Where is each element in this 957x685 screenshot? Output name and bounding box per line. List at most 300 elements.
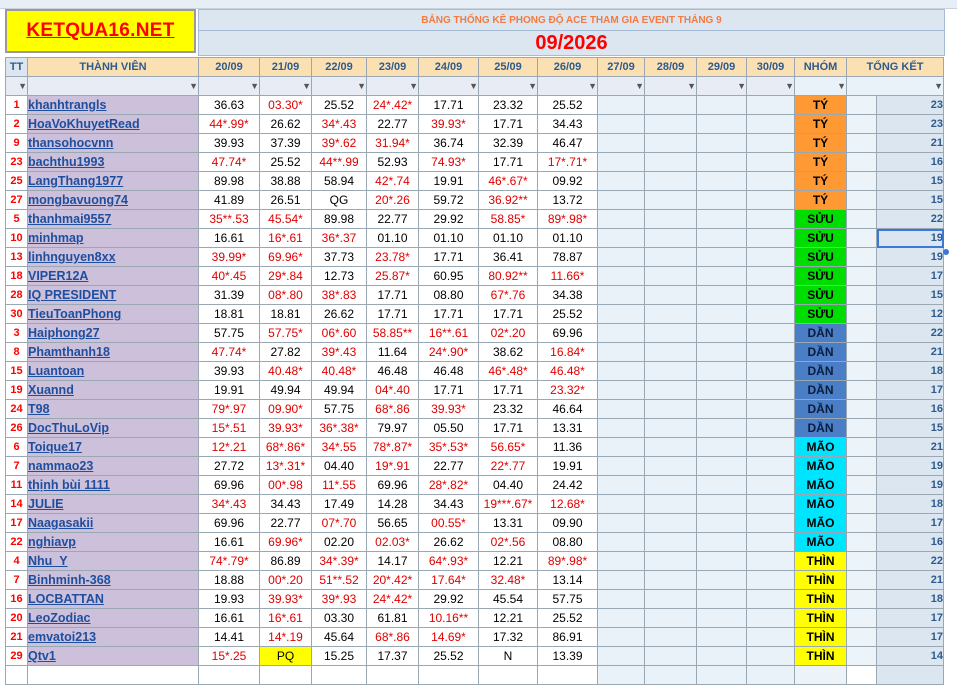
- score-cell[interactable]: 57.75: [199, 324, 260, 343]
- score-cell[interactable]: 29.92: [419, 590, 479, 609]
- total-cell[interactable]: 21: [877, 438, 944, 457]
- empty-cell[interactable]: [747, 343, 795, 362]
- score-cell[interactable]: 41.89: [199, 191, 260, 210]
- score-cell[interactable]: 86.89: [260, 552, 312, 571]
- empty-cell[interactable]: [645, 286, 697, 305]
- score-cell[interactable]: 38.62: [479, 343, 538, 362]
- score-cell[interactable]: 25.52: [419, 647, 479, 666]
- score-cell[interactable]: 12*.21: [199, 438, 260, 457]
- score-cell[interactable]: 36.92**: [479, 191, 538, 210]
- score-cell[interactable]: 56.65: [367, 514, 419, 533]
- member-link[interactable]: bachthu1993: [28, 153, 199, 172]
- score-cell[interactable]: 25.52: [538, 96, 598, 115]
- empty-cell[interactable]: [697, 191, 747, 210]
- empty-cell[interactable]: [747, 552, 795, 571]
- score-cell[interactable]: 34*.43: [312, 115, 367, 134]
- empty-cell[interactable]: [598, 400, 645, 419]
- empty-cell[interactable]: [747, 229, 795, 248]
- score-cell[interactable]: 57.75*: [260, 324, 312, 343]
- empty-cell[interactable]: [645, 495, 697, 514]
- score-cell[interactable]: 39.93*: [419, 115, 479, 134]
- filter-dropdown-icon[interactable]: ▼: [697, 77, 747, 96]
- filter-dropdown-icon[interactable]: ▼: [312, 77, 367, 96]
- member-link[interactable]: JULIE: [28, 495, 199, 514]
- score-cell[interactable]: PQ: [260, 647, 312, 666]
- filter-dropdown-icon[interactable]: ▼: [419, 77, 479, 96]
- score-cell[interactable]: 69.96*: [260, 248, 312, 267]
- empty-cell[interactable]: [697, 514, 747, 533]
- score-cell[interactable]: 51**.52: [312, 571, 367, 590]
- score-cell[interactable]: 36.41: [479, 248, 538, 267]
- empty-cell[interactable]: [697, 267, 747, 286]
- total-cell[interactable]: 18: [877, 590, 944, 609]
- score-cell[interactable]: 39*.62: [312, 134, 367, 153]
- filter-dropdown-icon[interactable]: ▼: [260, 77, 312, 96]
- empty-cell[interactable]: [645, 571, 697, 590]
- score-cell[interactable]: 34*.39*: [312, 552, 367, 571]
- score-cell[interactable]: 17.37: [367, 647, 419, 666]
- empty-cell[interactable]: [645, 400, 697, 419]
- score-cell[interactable]: 35**.53: [199, 210, 260, 229]
- filter-dropdown-icon[interactable]: ▼: [747, 77, 795, 96]
- empty-cell[interactable]: [598, 590, 645, 609]
- member-link[interactable]: Binhminh-368: [28, 571, 199, 590]
- selection-handle[interactable]: [943, 249, 949, 255]
- score-cell[interactable]: QG: [312, 191, 367, 210]
- score-cell[interactable]: 14.28: [367, 495, 419, 514]
- empty-cell[interactable]: [697, 305, 747, 324]
- score-cell[interactable]: 26.62: [312, 305, 367, 324]
- score-cell[interactable]: 16**.61: [419, 324, 479, 343]
- empty-cell[interactable]: [598, 552, 645, 571]
- empty-cell[interactable]: [697, 590, 747, 609]
- total-cell[interactable]: 17: [877, 609, 944, 628]
- score-cell[interactable]: 17.71: [479, 115, 538, 134]
- empty-cell[interactable]: [598, 514, 645, 533]
- score-cell[interactable]: 74.93*: [419, 153, 479, 172]
- filter-dropdown-icon[interactable]: ▼: [598, 77, 645, 96]
- score-cell[interactable]: 39.93*: [260, 419, 312, 438]
- empty-cell[interactable]: [697, 153, 747, 172]
- total-cell[interactable]: 19: [877, 229, 944, 248]
- score-cell[interactable]: 14.17: [367, 552, 419, 571]
- score-cell[interactable]: 16.61: [199, 609, 260, 628]
- empty-cell[interactable]: [747, 438, 795, 457]
- total-cell[interactable]: 22: [877, 324, 944, 343]
- empty-cell[interactable]: [747, 400, 795, 419]
- score-cell[interactable]: 35*.53*: [419, 438, 479, 457]
- score-cell[interactable]: 00*.98: [260, 476, 312, 495]
- total-cell[interactable]: 19: [877, 248, 944, 267]
- score-cell[interactable]: 24*.90*: [419, 343, 479, 362]
- site-logo-text[interactable]: KETQUA16.NET: [26, 20, 175, 41]
- score-cell[interactable]: 68*.86: [367, 628, 419, 647]
- empty-cell[interactable]: [645, 172, 697, 191]
- score-cell[interactable]: 23.32: [479, 96, 538, 115]
- empty-cell[interactable]: [598, 248, 645, 267]
- score-cell[interactable]: 10.16**: [419, 609, 479, 628]
- empty-cell[interactable]: [645, 628, 697, 647]
- score-cell[interactable]: 17.71: [479, 305, 538, 324]
- member-link[interactable]: Nhu_Y: [28, 552, 199, 571]
- member-link[interactable]: nammao23: [28, 457, 199, 476]
- total-cell[interactable]: 15: [877, 172, 944, 191]
- total-cell[interactable]: 18: [877, 362, 944, 381]
- empty-cell[interactable]: [747, 476, 795, 495]
- empty-cell[interactable]: [697, 438, 747, 457]
- score-cell[interactable]: 44**.99: [312, 153, 367, 172]
- empty-cell[interactable]: [697, 419, 747, 438]
- score-cell[interactable]: 01.10: [367, 229, 419, 248]
- score-cell[interactable]: 34*.55: [312, 438, 367, 457]
- total-cell[interactable]: 23: [877, 115, 944, 134]
- filter-dropdown-icon[interactable]: ▼: [479, 77, 538, 96]
- filter-dropdown-icon[interactable]: ▼: [538, 77, 598, 96]
- empty-cell[interactable]: [598, 571, 645, 590]
- empty-cell[interactable]: [697, 609, 747, 628]
- score-cell[interactable]: 16*.61: [260, 609, 312, 628]
- empty-cell[interactable]: [747, 324, 795, 343]
- score-cell[interactable]: 37.39: [260, 134, 312, 153]
- member-link[interactable]: Luantoan: [28, 362, 199, 381]
- score-cell[interactable]: 69.96: [199, 514, 260, 533]
- empty-cell[interactable]: [598, 286, 645, 305]
- score-cell[interactable]: 19.91: [538, 457, 598, 476]
- empty-cell[interactable]: [747, 153, 795, 172]
- empty-cell[interactable]: [747, 210, 795, 229]
- score-cell[interactable]: 01.10: [538, 229, 598, 248]
- empty-cell[interactable]: [697, 248, 747, 267]
- empty-cell[interactable]: [747, 495, 795, 514]
- score-cell[interactable]: 17.71: [419, 248, 479, 267]
- score-cell[interactable]: 40*.45: [199, 267, 260, 286]
- score-cell[interactable]: 08.80: [538, 533, 598, 552]
- empty-cell[interactable]: [645, 210, 697, 229]
- filter-dropdown-icon[interactable]: ▼: [6, 77, 28, 96]
- score-cell[interactable]: 09.90: [538, 514, 598, 533]
- score-cell[interactable]: 69.96*: [260, 533, 312, 552]
- score-cell[interactable]: 19.91: [199, 381, 260, 400]
- empty-cell[interactable]: [598, 647, 645, 666]
- score-cell[interactable]: 12.21: [479, 609, 538, 628]
- score-cell[interactable]: 13.39: [538, 647, 598, 666]
- score-cell[interactable]: 29.92: [419, 210, 479, 229]
- score-cell[interactable]: 02.20: [312, 533, 367, 552]
- empty-cell[interactable]: [598, 115, 645, 134]
- empty-cell[interactable]: [747, 172, 795, 191]
- score-cell[interactable]: 89.98: [312, 210, 367, 229]
- empty-cell[interactable]: [645, 248, 697, 267]
- score-cell[interactable]: 37.73: [312, 248, 367, 267]
- empty-cell[interactable]: [645, 134, 697, 153]
- filter-dropdown-icon[interactable]: ▼: [645, 77, 697, 96]
- total-cell[interactable]: 21: [877, 571, 944, 590]
- score-cell[interactable]: 39.93: [199, 134, 260, 153]
- score-cell[interactable]: 69.96: [538, 324, 598, 343]
- empty-cell[interactable]: [697, 476, 747, 495]
- score-cell[interactable]: 45.54: [479, 590, 538, 609]
- score-cell[interactable]: 79.97: [367, 419, 419, 438]
- score-cell[interactable]: 22.77: [260, 514, 312, 533]
- score-cell[interactable]: 74*.79*: [199, 552, 260, 571]
- score-cell[interactable]: 17.71: [479, 381, 538, 400]
- total-cell[interactable]: 18: [877, 495, 944, 514]
- member-link[interactable]: mongbavuong74: [28, 191, 199, 210]
- score-cell[interactable]: 11.66*: [538, 267, 598, 286]
- member-link[interactable]: IQ PRESIDENT: [28, 286, 199, 305]
- score-cell[interactable]: 17.71: [367, 286, 419, 305]
- empty-cell[interactable]: [598, 457, 645, 476]
- filter-dropdown-icon[interactable]: ▼: [28, 77, 199, 96]
- score-cell[interactable]: 23.32*: [538, 381, 598, 400]
- total-cell[interactable]: 17: [877, 628, 944, 647]
- empty-cell[interactable]: [747, 248, 795, 267]
- score-cell[interactable]: 34.43: [538, 115, 598, 134]
- total-cell[interactable]: 16: [877, 153, 944, 172]
- score-cell[interactable]: 69.96: [367, 476, 419, 495]
- score-cell[interactable]: 25.52: [260, 153, 312, 172]
- score-cell[interactable]: 01.10: [419, 229, 479, 248]
- empty-cell[interactable]: [697, 552, 747, 571]
- score-cell[interactable]: 18.81: [199, 305, 260, 324]
- empty-cell[interactable]: [747, 514, 795, 533]
- empty-cell[interactable]: [747, 96, 795, 115]
- score-cell[interactable]: 49.94: [312, 381, 367, 400]
- score-cell[interactable]: 17.71: [479, 153, 538, 172]
- score-cell[interactable]: 49.94: [260, 381, 312, 400]
- empty-cell[interactable]: [598, 609, 645, 628]
- score-cell[interactable]: 46.47: [538, 134, 598, 153]
- empty-cell[interactable]: [598, 476, 645, 495]
- empty-cell[interactable]: [598, 191, 645, 210]
- score-cell[interactable]: 18.81: [260, 305, 312, 324]
- member-link[interactable]: thansohocvnn: [28, 134, 199, 153]
- score-cell[interactable]: 22.77: [419, 457, 479, 476]
- member-link[interactable]: minhmap: [28, 229, 199, 248]
- empty-cell[interactable]: [645, 552, 697, 571]
- total-cell[interactable]: 15: [877, 286, 944, 305]
- score-cell[interactable]: 20*.26: [367, 191, 419, 210]
- empty-cell[interactable]: [645, 305, 697, 324]
- member-link[interactable]: linhnguyen8xx: [28, 248, 199, 267]
- empty-cell[interactable]: [645, 153, 697, 172]
- score-cell[interactable]: 42*.74: [367, 172, 419, 191]
- empty-cell[interactable]: [598, 134, 645, 153]
- score-cell[interactable]: 36.63: [199, 96, 260, 115]
- empty-cell[interactable]: [598, 381, 645, 400]
- score-cell[interactable]: 16.61: [199, 533, 260, 552]
- score-cell[interactable]: 39.93*: [419, 400, 479, 419]
- score-cell[interactable]: 20*.42*: [367, 571, 419, 590]
- total-cell[interactable]: 15: [877, 191, 944, 210]
- score-cell[interactable]: 89*.98*: [538, 552, 598, 571]
- total-cell[interactable]: 21: [877, 134, 944, 153]
- score-cell[interactable]: 89.98: [199, 172, 260, 191]
- score-cell[interactable]: 57.75: [312, 400, 367, 419]
- member-link[interactable]: Qtv1: [28, 647, 199, 666]
- member-link[interactable]: LeoZodiac: [28, 609, 199, 628]
- score-cell[interactable]: 25.52: [312, 96, 367, 115]
- empty-cell[interactable]: [747, 134, 795, 153]
- empty-cell[interactable]: [645, 96, 697, 115]
- score-cell[interactable]: 38.88: [260, 172, 312, 191]
- empty-cell[interactable]: [645, 381, 697, 400]
- member-link[interactable]: HoaVoKhuyetRead: [28, 115, 199, 134]
- member-link[interactable]: Naagasakii: [28, 514, 199, 533]
- empty-cell[interactable]: [645, 419, 697, 438]
- score-cell[interactable]: 15*.51: [199, 419, 260, 438]
- empty-cell[interactable]: [697, 115, 747, 134]
- score-cell[interactable]: 47.74*: [199, 153, 260, 172]
- score-cell[interactable]: 19.91: [419, 172, 479, 191]
- empty-cell[interactable]: [598, 153, 645, 172]
- empty-cell[interactable]: [697, 134, 747, 153]
- member-link[interactable]: Phamthanh18: [28, 343, 199, 362]
- empty-cell[interactable]: [747, 286, 795, 305]
- empty-cell[interactable]: [697, 400, 747, 419]
- empty-cell[interactable]: [598, 305, 645, 324]
- empty-cell[interactable]: [697, 286, 747, 305]
- total-cell[interactable]: 12: [877, 305, 944, 324]
- total-cell[interactable]: 15: [877, 419, 944, 438]
- empty-cell[interactable]: [645, 362, 697, 381]
- empty-cell[interactable]: [697, 229, 747, 248]
- score-cell[interactable]: 13.14: [538, 571, 598, 590]
- score-cell[interactable]: 64*.93*: [419, 552, 479, 571]
- score-cell[interactable]: 80.92**: [479, 267, 538, 286]
- empty-cell[interactable]: [645, 115, 697, 134]
- score-cell[interactable]: 44*.99*: [199, 115, 260, 134]
- score-cell[interactable]: 24*.42*: [367, 590, 419, 609]
- score-cell[interactable]: 46*.48*: [479, 362, 538, 381]
- score-cell[interactable]: 17.71: [419, 381, 479, 400]
- score-cell[interactable]: 17.64*: [419, 571, 479, 590]
- score-cell[interactable]: 24.42: [538, 476, 598, 495]
- empty-cell[interactable]: [598, 172, 645, 191]
- empty-cell[interactable]: [645, 191, 697, 210]
- score-cell[interactable]: 17.71: [419, 96, 479, 115]
- filter-dropdown-icon[interactable]: ▼: [199, 77, 260, 96]
- empty-cell[interactable]: [598, 96, 645, 115]
- empty-cell[interactable]: [747, 267, 795, 286]
- score-cell[interactable]: 12.68*: [538, 495, 598, 514]
- member-link[interactable]: emvatoi213: [28, 628, 199, 647]
- score-cell[interactable]: 19*.91: [367, 457, 419, 476]
- score-cell[interactable]: 36.74: [419, 134, 479, 153]
- score-cell[interactable]: 69.96: [199, 476, 260, 495]
- member-link[interactable]: thanhmai9557: [28, 210, 199, 229]
- empty-cell[interactable]: [598, 533, 645, 552]
- score-cell[interactable]: 31.39: [199, 286, 260, 305]
- empty-cell[interactable]: [645, 647, 697, 666]
- empty-cell[interactable]: [645, 229, 697, 248]
- score-cell[interactable]: 78*.87*: [367, 438, 419, 457]
- score-cell[interactable]: 46*.67*: [479, 172, 538, 191]
- score-cell[interactable]: 04*.40: [367, 381, 419, 400]
- score-cell[interactable]: 16.61: [199, 229, 260, 248]
- member-link[interactable]: nghiavp: [28, 533, 199, 552]
- score-cell[interactable]: 16*.61: [260, 229, 312, 248]
- score-cell[interactable]: 36*.37: [312, 229, 367, 248]
- empty-cell[interactable]: [697, 457, 747, 476]
- empty-cell[interactable]: [645, 267, 697, 286]
- score-cell[interactable]: 09.92: [538, 172, 598, 191]
- empty-cell[interactable]: [697, 495, 747, 514]
- score-cell[interactable]: 28*.82*: [419, 476, 479, 495]
- score-cell[interactable]: 19***.67*: [479, 495, 538, 514]
- empty-cell[interactable]: [747, 609, 795, 628]
- score-cell[interactable]: 34*.43: [199, 495, 260, 514]
- score-cell[interactable]: 05.50: [419, 419, 479, 438]
- score-cell[interactable]: 31.94*: [367, 134, 419, 153]
- empty-cell[interactable]: [747, 590, 795, 609]
- total-cell[interactable]: 17: [877, 267, 944, 286]
- empty-cell[interactable]: [645, 609, 697, 628]
- empty-cell[interactable]: [598, 324, 645, 343]
- total-cell[interactable]: 22: [877, 210, 944, 229]
- score-cell[interactable]: 03.30*: [260, 96, 312, 115]
- score-cell[interactable]: 58.85*: [479, 210, 538, 229]
- member-link[interactable]: VIPER12A: [28, 267, 199, 286]
- empty-cell[interactable]: [598, 438, 645, 457]
- total-cell[interactable]: 23: [877, 96, 944, 115]
- score-cell[interactable]: 25.52: [538, 609, 598, 628]
- score-cell[interactable]: 22.77: [367, 115, 419, 134]
- member-link[interactable]: LangThang1977: [28, 172, 199, 191]
- score-cell[interactable]: 40.48*: [260, 362, 312, 381]
- score-cell[interactable]: 39.99*: [199, 248, 260, 267]
- score-cell[interactable]: 27.72: [199, 457, 260, 476]
- score-cell[interactable]: 57.75: [538, 590, 598, 609]
- score-cell[interactable]: 08*.80: [260, 286, 312, 305]
- score-cell[interactable]: 16.84*: [538, 343, 598, 362]
- member-link[interactable]: Xuannd: [28, 381, 199, 400]
- score-cell[interactable]: 38*.83: [312, 286, 367, 305]
- site-logo[interactable]: [5, 9, 196, 53]
- score-cell[interactable]: 39*.43: [312, 343, 367, 362]
- score-cell[interactable]: N: [479, 647, 538, 666]
- score-cell[interactable]: 15.25: [312, 647, 367, 666]
- score-cell[interactable]: 58.94: [312, 172, 367, 191]
- member-link[interactable]: DocThuLoVip: [28, 419, 199, 438]
- score-cell[interactable]: 39*.93: [312, 590, 367, 609]
- empty-cell[interactable]: [645, 590, 697, 609]
- score-cell[interactable]: 07*.70: [312, 514, 367, 533]
- score-cell[interactable]: 29*.84: [260, 267, 312, 286]
- empty-cell[interactable]: [645, 514, 697, 533]
- total-cell[interactable]: 17: [877, 381, 944, 400]
- empty-cell[interactable]: [697, 96, 747, 115]
- score-cell[interactable]: 23.78*: [367, 248, 419, 267]
- score-cell[interactable]: 34.38: [538, 286, 598, 305]
- score-cell[interactable]: 04.40: [312, 457, 367, 476]
- empty-cell[interactable]: [747, 362, 795, 381]
- score-cell[interactable]: 32.48*: [479, 571, 538, 590]
- empty-cell[interactable]: [697, 571, 747, 590]
- score-cell[interactable]: 00*.20: [260, 571, 312, 590]
- total-cell[interactable]: 17: [877, 514, 944, 533]
- filter-dropdown-icon[interactable]: ▼: [847, 77, 944, 96]
- empty-cell[interactable]: [697, 647, 747, 666]
- score-cell[interactable]: 12.73: [312, 267, 367, 286]
- score-cell[interactable]: 02*.20: [479, 324, 538, 343]
- total-cell[interactable]: 21: [877, 343, 944, 362]
- score-cell[interactable]: 25.87*: [367, 267, 419, 286]
- score-cell[interactable]: 39.93: [199, 362, 260, 381]
- score-cell[interactable]: 06*.60: [312, 324, 367, 343]
- empty-cell[interactable]: [645, 343, 697, 362]
- score-cell[interactable]: 67*.76: [479, 286, 538, 305]
